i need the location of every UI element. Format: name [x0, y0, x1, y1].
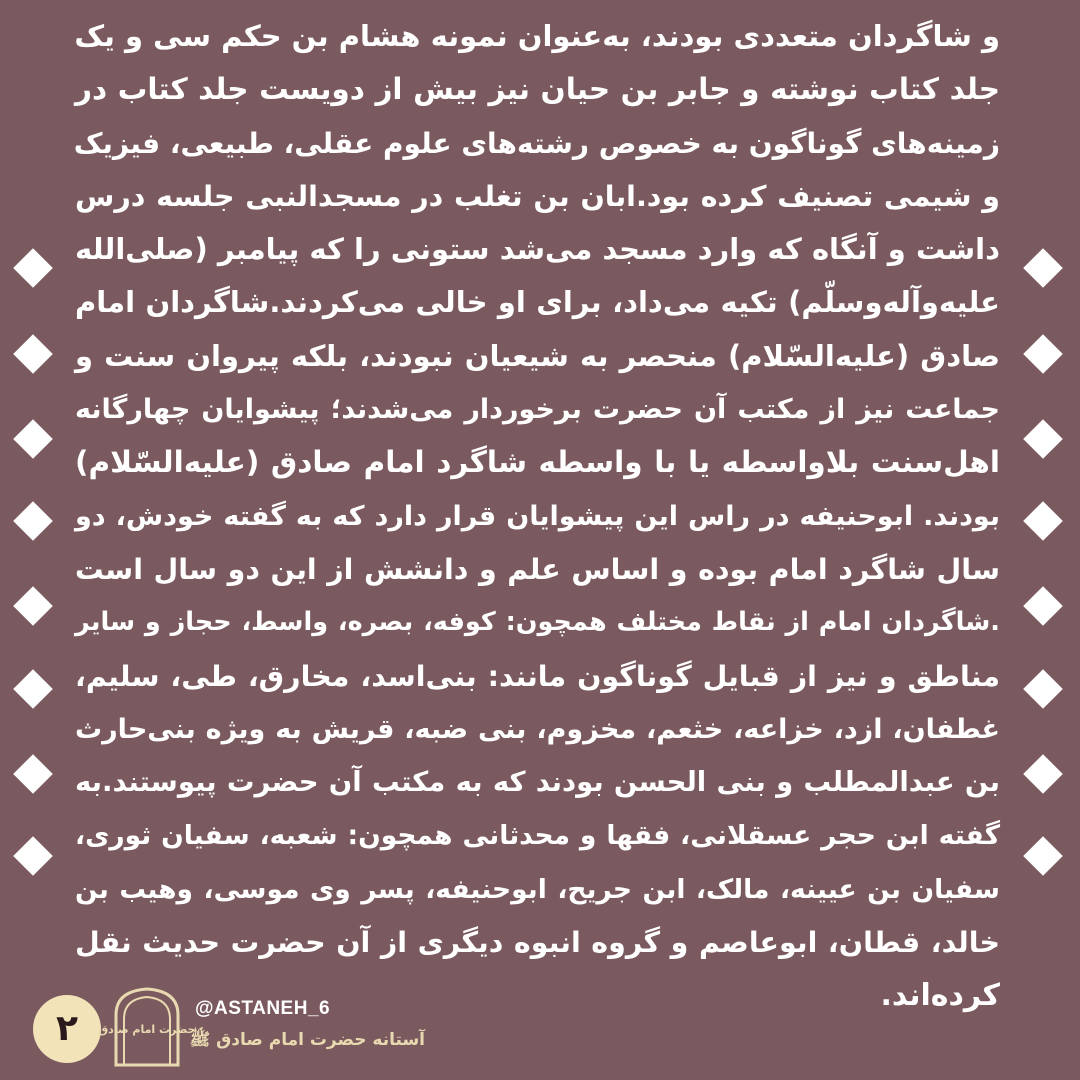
text-line: داشت و آنگاه که وارد مسجد می‌شد ستونی را که پیامبر (صلی‌الله: [75, 232, 1000, 267]
diamond-icon: [1023, 501, 1063, 541]
diamond-icon: [1023, 419, 1063, 459]
text-line: سال شاگرد امام بوده و اساس علم و دانشش از این دو سال است: [75, 552, 1000, 586]
diamond-icon: [13, 501, 53, 541]
social-handle: @ASTANEH_6: [195, 998, 331, 1019]
diamond-icon: [1023, 754, 1063, 794]
diamond-icon: [1023, 669, 1063, 709]
page-number-badge: ۲: [33, 995, 101, 1063]
diamond-icon: [13, 586, 53, 626]
text-line: .شاگردان امام از نقاط مختلف همچون: کوفه، بصره، واسط، حجاز و سایر: [75, 607, 1000, 638]
text-line: اهل‌سنت بلاواسطه یا با واسطه شاگرد امام صادق (علیه‌السّلام): [75, 445, 1000, 480]
logo-icon: [98, 985, 196, 1067]
text-line: بن عبدالمطلب و بنی الحسن بودند که به مکتب آن حضرت پیوستند.به: [75, 766, 1000, 799]
diamond-icon: [13, 419, 53, 459]
text-line: غطفان، ازد، خزاعه، خثعم، مخزوم، بنی ضبه، قریش به ویژه بنی‌حارث: [75, 713, 1000, 745]
text-line: و شاگردان متعددی بودند، به‌عنوان نمونه هشام بن حکم سی و یک: [74, 19, 1000, 53]
diamond-icon: [13, 836, 53, 876]
text-line: مناطق و نیز از قبایل گوناگون مانند: بنی‌اسد، مخارق، طی، سلیم،: [75, 659, 1000, 693]
text-line: سفیان بن عیینه، مالک، ابن جریح، ابوحنیفه، پسر وی موسی، وهیب بن: [75, 873, 1000, 905]
diamond-icon: [13, 334, 53, 374]
text-line: خالد، قطان، ابوعاصم و گروه انبوه دیگری از آن حضرت حدیث نقل: [75, 926, 1000, 960]
text-line: جماعت نیز از مکتب آن حضرت برخوردار می‌شدند؛ پیشوایان چهارگانه: [75, 394, 1000, 426]
text-line: گفته ابن حجر عسقلانی، فقها و محدثانی همچون: شعبه، سفیان ثوری،: [75, 820, 1000, 852]
text-line: علیه‌وآله‌وسلّم) تکیه می‌داد، برای او خالی می‌کردند.شاگردان امام: [75, 285, 1000, 320]
text-line: زمینه‌های گوناگون به خصوص رشته‌های علوم عقلی، طبیعی، فیزیک: [73, 126, 1000, 160]
diamond-icon: [1023, 836, 1063, 876]
logo-text: حضرت امام صادق: [98, 1023, 196, 1036]
text-line: صادق (علیه‌السّلام) منحصر به شیعیان نبودند، بلکه پیروان سنت و: [75, 338, 1000, 373]
article-text: [75, 10, 1000, 1023]
text-line: بودند. ابوحنیفه در راس این پیشوایان قرار دارد که به گفته خودش، دو: [75, 500, 1000, 532]
diamond-icon: [1023, 334, 1063, 374]
text-line: کرده‌اند.: [880, 978, 1000, 1014]
diamond-icon: [1023, 248, 1063, 288]
diamond-icon: [13, 754, 53, 794]
diamond-icon: [13, 669, 53, 709]
organization-name: آستانه حضرت امام صادق ﷺ: [189, 1030, 425, 1050]
text-line: و شیمی تصنیف کرده بود.ابان بن تغلب در مسجدالنبی جلسه درس: [75, 179, 1000, 213]
text-line: جلد کتاب نوشته و جابر بن حیان نیز بیش از دویست جلد کتاب در: [75, 72, 1000, 107]
diamond-icon: [1023, 586, 1063, 626]
diamond-icon: [13, 248, 53, 288]
